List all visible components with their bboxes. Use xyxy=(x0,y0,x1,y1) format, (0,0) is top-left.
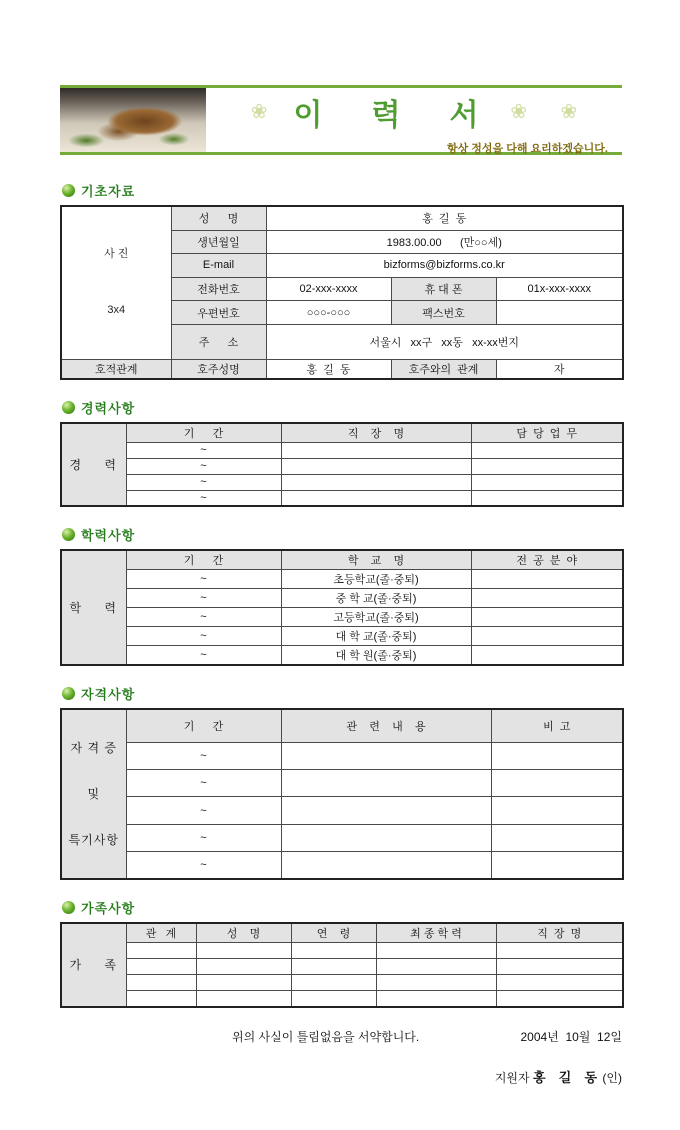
table-row xyxy=(61,458,623,474)
family-name-cell xyxy=(196,959,291,975)
education-school-cell: 중 학 교(졸·중퇴) xyxy=(281,589,471,608)
section-title-text: 기초자료 xyxy=(81,184,136,199)
address-value: 서울시 xx구 xx동 xx-xx번지 xyxy=(266,324,623,359)
education-header-period: 기 간 xyxy=(126,550,281,570)
qualification-side-line: 특기사항 xyxy=(68,833,119,847)
family-name-cell xyxy=(196,991,291,1007)
qualification-note-cell xyxy=(491,824,623,851)
section-bullet-icon xyxy=(62,687,75,700)
family-workplace-cell xyxy=(496,943,623,959)
qualification-content-cell xyxy=(281,797,491,824)
photo-label-line2: 3x4 xyxy=(107,304,126,317)
qualification-header-content: 관 련 내 용 xyxy=(281,709,491,742)
qualification-content-cell xyxy=(281,824,491,851)
family-name-cell xyxy=(196,943,291,959)
registry-label: 호적관계 xyxy=(61,359,171,379)
education-school-cell: 초등학교(졸·중퇴) xyxy=(281,570,471,589)
career-company-cell xyxy=(281,490,471,506)
education-school-cell: 고등학교(졸·중퇴) xyxy=(281,608,471,627)
qualification-side-label xyxy=(61,709,126,879)
section-bullet-icon xyxy=(62,901,75,914)
family-side-label: 가 족 xyxy=(61,923,126,1007)
fax-label: 팩스번호 xyxy=(391,301,496,325)
qualification-period-cell: ~ xyxy=(126,797,281,824)
career-duty-cell xyxy=(471,490,623,506)
career-period-cell: ~ xyxy=(126,442,281,458)
career-side-label: 경 력 xyxy=(61,423,126,507)
mobile-label: 휴 대 폰 xyxy=(391,277,496,301)
qualification-header-period: 기 간 xyxy=(126,709,281,742)
signature-line xyxy=(60,1053,622,1100)
qualification-table xyxy=(60,708,624,880)
family-workplace-cell xyxy=(496,975,623,991)
education-period-cell: ~ xyxy=(126,589,281,608)
section-title-text: 가족사항 xyxy=(81,901,136,916)
section-bullet-icon xyxy=(62,184,75,197)
section-career-title xyxy=(62,398,622,417)
family-header-workplace: 직 장 명 xyxy=(496,923,623,943)
family-relation-cell xyxy=(126,975,196,991)
food-photo xyxy=(60,88,206,152)
family-age-cell xyxy=(291,991,376,1007)
table-row xyxy=(61,943,623,959)
section-basic-title xyxy=(62,181,622,200)
qualification-content-cell xyxy=(281,852,491,879)
table-row xyxy=(61,490,623,506)
education-header-school: 학 교 명 xyxy=(281,550,471,570)
career-company-cell xyxy=(281,474,471,490)
education-period-cell: ~ xyxy=(126,627,281,646)
qualification-side-line: 자 격 증 xyxy=(70,741,117,755)
section-bullet-icon xyxy=(62,528,75,541)
section-title-text: 경력사항 xyxy=(81,400,136,416)
education-major-cell xyxy=(471,608,623,627)
career-duty-cell xyxy=(471,442,623,458)
qualification-note-cell xyxy=(491,852,623,879)
career-header-duty: 담 당 업 무 xyxy=(471,423,623,443)
education-header-major: 전 공 분 야 xyxy=(471,550,623,570)
section-family-title xyxy=(62,898,622,917)
family-header-education: 최 종 학 력 xyxy=(376,923,496,943)
qualification-side-line: 및 xyxy=(87,787,101,801)
phone-value: 02-xxx-xxxx xyxy=(266,277,391,301)
table-row xyxy=(61,589,623,608)
applicant-suffix: (인) xyxy=(599,1070,622,1085)
qualification-note-cell xyxy=(491,797,623,824)
photo-box xyxy=(61,206,171,359)
career-company-cell xyxy=(281,442,471,458)
education-school-cell: 대 학 교(졸·중퇴) xyxy=(281,627,471,646)
qualification-note-cell xyxy=(491,770,623,797)
qualification-period-cell: ~ xyxy=(126,824,281,851)
head-name-value: 홍 길 동 xyxy=(266,359,391,379)
qualification-content-cell xyxy=(281,742,491,769)
qualification-period-cell: ~ xyxy=(126,770,281,797)
section-title-text: 학력사항 xyxy=(81,528,136,543)
family-workplace-cell xyxy=(496,959,623,975)
education-major-cell xyxy=(471,646,623,666)
header-slogan: 항상 정성을 다해 요리하겠습니다. xyxy=(447,143,608,155)
qualification-content-cell xyxy=(281,770,491,797)
qualification-period-cell: ~ xyxy=(126,852,281,879)
section-education-title xyxy=(62,525,622,544)
applicant-name: 홍 길 동 xyxy=(532,1069,600,1085)
education-major-cell xyxy=(471,570,623,589)
fax-value xyxy=(496,301,623,325)
education-period-cell: ~ xyxy=(126,646,281,666)
birth-label: 생년월일 xyxy=(171,230,266,254)
date-text: 2004년 10월 12일 xyxy=(520,1029,622,1044)
family-education-cell xyxy=(376,975,496,991)
zip-value: ○○○-○○○ xyxy=(266,301,391,325)
flower-icon: ❀ ❀ xyxy=(510,101,578,123)
table-row xyxy=(61,991,623,1007)
education-school-cell: 대 학 원(졸·중퇴) xyxy=(281,646,471,666)
career-period-cell: ~ xyxy=(126,458,281,474)
zip-label: 우편번호 xyxy=(171,301,266,325)
head-name-label: 호주성명 xyxy=(171,359,266,379)
family-header-name: 성 명 xyxy=(196,923,291,943)
family-header-age: 연 령 xyxy=(291,923,376,943)
family-relation-cell xyxy=(126,943,196,959)
basic-info-table xyxy=(60,205,624,380)
career-company-cell xyxy=(281,458,471,474)
phone-label: 전화번호 xyxy=(171,277,266,301)
career-period-cell: ~ xyxy=(126,490,281,506)
email-value: bizforms@bizforms.co.kr xyxy=(266,254,623,278)
table-row xyxy=(61,570,623,589)
table-row xyxy=(61,627,623,646)
education-period-cell: ~ xyxy=(126,570,281,589)
education-major-cell xyxy=(471,589,623,608)
name-value: 홍 길 동 xyxy=(266,206,623,230)
title-area xyxy=(206,88,622,155)
photo-label-line1: 사 진 xyxy=(104,248,129,261)
family-name-cell xyxy=(196,975,291,991)
applicant-prefix: 지원자 xyxy=(494,1070,533,1085)
mobile-value: 01x-xxx-xxxx xyxy=(496,277,623,301)
head-rel-label: 호주와의 관계 xyxy=(391,359,496,379)
family-age-cell xyxy=(291,943,376,959)
education-table xyxy=(60,549,624,666)
head-rel-value: 자 xyxy=(496,359,623,379)
section-title-text: 자격사항 xyxy=(81,687,136,702)
family-education-cell xyxy=(376,943,496,959)
document-title: 이 력 서 xyxy=(293,99,485,132)
qualification-note-cell xyxy=(491,742,623,769)
document-footer xyxy=(60,1028,622,1100)
career-header-period: 기 간 xyxy=(126,423,281,443)
table-row xyxy=(61,608,623,627)
section-qualification-title xyxy=(62,684,622,703)
career-duty-cell xyxy=(471,474,623,490)
table-row xyxy=(61,852,623,879)
qualification-header-note: 비 고 xyxy=(491,709,623,742)
address-label: 주 소 xyxy=(171,324,266,359)
family-table xyxy=(60,922,624,1008)
career-duty-cell xyxy=(471,458,623,474)
flower-icon: ❀ xyxy=(250,101,268,123)
family-header-relation: 관 계 xyxy=(126,923,196,943)
family-age-cell xyxy=(291,959,376,975)
table-row xyxy=(61,797,623,824)
table-row xyxy=(61,770,623,797)
table-row xyxy=(61,824,623,851)
family-relation-cell xyxy=(126,991,196,1007)
pledge-text: 위의 사실이 틀림없음을 서약합니다. xyxy=(232,1029,420,1044)
email-label: E-mail xyxy=(171,254,266,278)
family-workplace-cell xyxy=(496,991,623,1007)
education-side-label: 학 력 xyxy=(61,550,126,665)
education-major-cell xyxy=(471,627,623,646)
family-relation-cell xyxy=(126,959,196,975)
table-row xyxy=(61,742,623,769)
family-education-cell xyxy=(376,991,496,1007)
family-education-cell xyxy=(376,959,496,975)
table-row xyxy=(61,474,623,490)
birth-value: 1983.00.00 (만○○세) xyxy=(266,230,623,254)
table-row xyxy=(61,646,623,666)
qualification-period-cell: ~ xyxy=(126,742,281,769)
family-age-cell xyxy=(291,975,376,991)
table-row xyxy=(61,959,623,975)
career-table xyxy=(60,422,624,508)
career-period-cell: ~ xyxy=(126,474,281,490)
table-row xyxy=(61,975,623,991)
education-period-cell: ~ xyxy=(126,608,281,627)
document-header xyxy=(60,85,622,155)
table-row xyxy=(61,442,623,458)
name-label: 성 명 xyxy=(171,206,266,230)
section-bullet-icon xyxy=(62,401,75,414)
career-header-company: 직 장 명 xyxy=(281,423,471,443)
